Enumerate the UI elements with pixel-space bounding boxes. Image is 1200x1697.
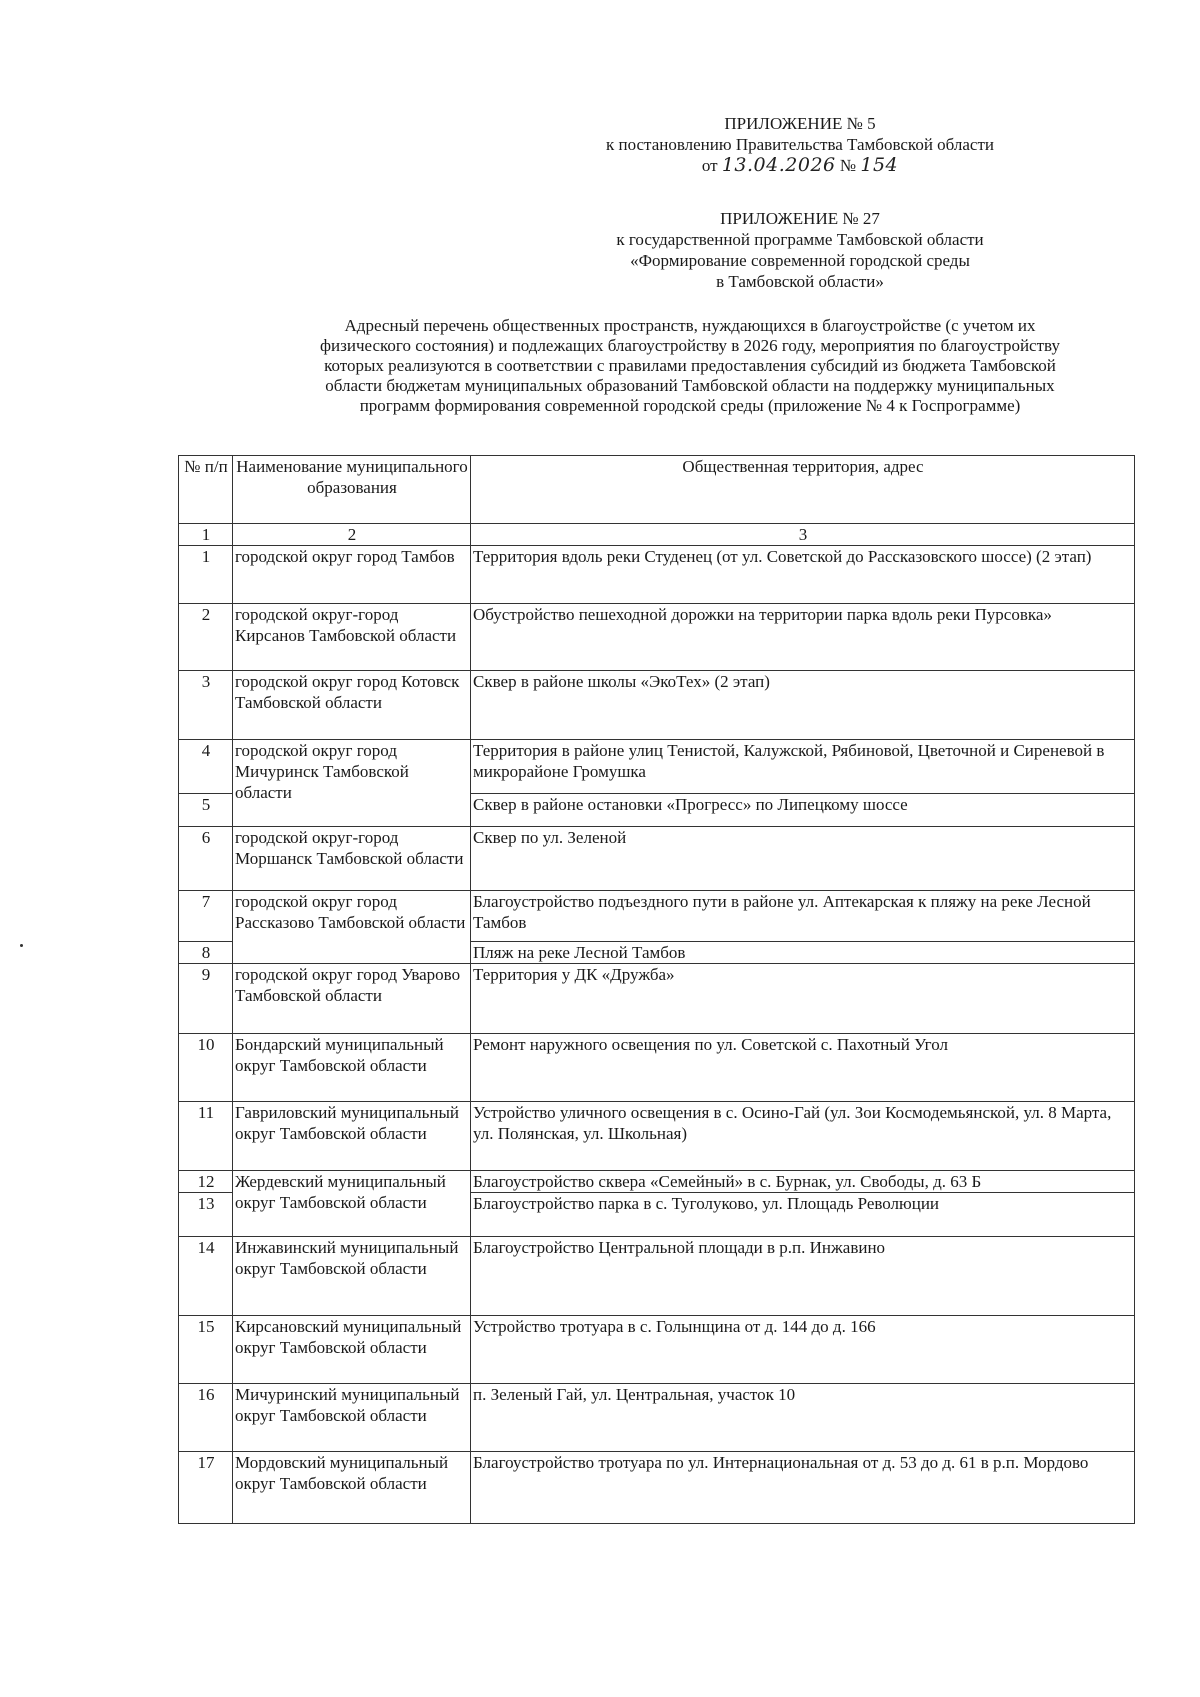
- row-municipality: Инжавинский муниципальный округ Тамбовской области: [233, 1237, 471, 1316]
- row-num: 15: [179, 1316, 233, 1384]
- row-municipality: Кирсановский муниципальный округ Тамбовской области: [233, 1316, 471, 1384]
- row-num: 12: [179, 1171, 233, 1193]
- row-address: Устройство тротуара в с. Голынщина от д. 144 до д. 166: [471, 1316, 1135, 1384]
- table-row: [179, 1237, 1135, 1316]
- row-num: 9: [179, 964, 233, 1034]
- table-row: [179, 1316, 1135, 1384]
- row-num: 10: [179, 1034, 233, 1102]
- row-num: 11: [179, 1102, 233, 1171]
- intro-paragraph: [240, 316, 1140, 416]
- table-row: [179, 1034, 1135, 1102]
- row-num: 14: [179, 1237, 233, 1316]
- scan-speck: [20, 944, 23, 947]
- intro-line: программ формирования современной городской среды (приложение № 4 к Госпрограмме): [359, 396, 1021, 415]
- table-index-row: [179, 524, 1135, 546]
- table-row: [179, 1452, 1135, 1524]
- row-municipality: Жердевский муниципальный округ Тамбовской области: [233, 1171, 471, 1237]
- table-row: [179, 964, 1135, 1034]
- row-num: 3: [179, 671, 233, 740]
- row-address: Ремонт наружного освещения по ул. Советской с. Пахотный Угол: [471, 1034, 1135, 1102]
- appendix-27-line3: «Формирование современной городской среды: [630, 251, 970, 270]
- handwritten-number: 154: [860, 154, 899, 176]
- row-municipality: городской округ-город Кирсанов Тамбовской области: [233, 604, 471, 671]
- address-list-table: [178, 455, 1135, 1524]
- table-row: [179, 1171, 1135, 1193]
- row-num: 8: [179, 942, 233, 964]
- index-cell: 2: [233, 524, 471, 546]
- row-municipality: городской округ-город Моршанск Тамбовской области: [233, 827, 471, 891]
- row-address: Сквер по ул. Зеленой: [471, 827, 1135, 891]
- row-municipality: городской округ город Мичуринск Тамбовской области: [233, 740, 471, 827]
- date-prefix: от: [701, 156, 718, 175]
- row-num: 4: [179, 740, 233, 794]
- row-address: Устройство уличного освещения в с. Осино-Гай (ул. Зои Космодемьянской, ул. 8 Марта, ул. Полянская, ул. Школьная): [471, 1102, 1135, 1171]
- row-address: Благоустройство сквера «Семейный» в с. Бурнак, ул. Свободы, д. 63 Б: [471, 1171, 1135, 1193]
- row-address: Территория у ДК «Дружба»: [471, 964, 1135, 1034]
- appendix-5-title: ПРИЛОЖЕНИЕ № 5: [724, 114, 876, 133]
- row-municipality: городской округ город Уварово Тамбовской области: [233, 964, 471, 1034]
- appendix-27-header: [560, 208, 1040, 292]
- table-row: [179, 1384, 1135, 1452]
- table-row: [179, 891, 1135, 942]
- appendix-5-subtitle: к постановлению Правительства Тамбовской области: [605, 135, 995, 154]
- row-num: 1: [179, 546, 233, 604]
- row-address: Благоустройство подъездного пути в районе ул. Аптекарская к пляжу на реке Лесной Тамбов: [471, 891, 1135, 942]
- appendix-5-header: [560, 113, 1040, 176]
- row-address: Территория вдоль реки Студенец (от ул. Советской до Рассказовского шоссе) (2 этап): [471, 546, 1135, 604]
- header-num: № п/п: [179, 456, 233, 524]
- intro-line: области бюджетам муниципальных образований Тамбовской области на поддержку муниципальных: [325, 376, 1055, 395]
- table-row: [179, 546, 1135, 604]
- intro-line: Адресный перечень общественных пространств, нуждающихся в благоустройстве (с учетом их: [344, 316, 1036, 335]
- row-address: п. Зеленый Гай, ул. Центральная, участок 10: [471, 1384, 1135, 1452]
- table-row: [179, 1102, 1135, 1171]
- intro-line: которых реализуются в соответствии с правилами предоставления субсидий из бюджета Тамбовской: [324, 356, 1056, 375]
- number-prefix: №: [839, 156, 857, 175]
- row-num: 7: [179, 891, 233, 942]
- row-num: 16: [179, 1384, 233, 1452]
- intro-line: физического состояния) и подлежащих благоустройству в 2026 году, мероприятия по благоустройству: [320, 336, 1060, 355]
- row-address: Территория в районе улиц Тенистой, Калужской, Рябиновой, Цветочной и Сиреневой в микрорайоне Громушка: [471, 740, 1135, 794]
- row-address: Сквер в районе остановки «Прогресс» по Липецкому шоссе: [471, 794, 1135, 827]
- row-num: 5: [179, 794, 233, 827]
- appendix-27-line4: в Тамбовской области»: [716, 272, 884, 291]
- row-municipality: Бондарский муниципальный округ Тамбовской области: [233, 1034, 471, 1102]
- table-row: [179, 740, 1135, 794]
- row-num: 13: [179, 1193, 233, 1237]
- index-cell: 1: [179, 524, 233, 546]
- row-municipality: городской округ город Котовск Тамбовской области: [233, 671, 471, 740]
- table-row: [179, 671, 1135, 740]
- row-address: Благоустройство парка в с. Туголуково, ул. Площадь Революции: [471, 1193, 1135, 1237]
- index-cell: 3: [471, 524, 1135, 546]
- row-num: 2: [179, 604, 233, 671]
- row-address: Обустройство пешеходной дорожки на территории парка вдоль реки Пурсовка»: [471, 604, 1135, 671]
- row-municipality: городской округ город Рассказово Тамбовской области: [233, 891, 471, 964]
- table-row: [179, 827, 1135, 891]
- row-address: Благоустройство тротуара по ул. Интернациональная от д. 53 до д. 61 в р.п. Мордово: [471, 1452, 1135, 1524]
- appendix-5-date-line: [560, 155, 1040, 176]
- appendix-27-line2: к государственной программе Тамбовской области: [616, 230, 984, 249]
- table-header-row: [179, 456, 1135, 524]
- row-num: 6: [179, 827, 233, 891]
- row-municipality: Мордовский муниципальный округ Тамбовской области: [233, 1452, 471, 1524]
- row-address: Благоустройство Центральной площади в р.п. Инжавино: [471, 1237, 1135, 1316]
- row-municipality: Гавриловский муниципальный округ Тамбовской области: [233, 1102, 471, 1171]
- row-num: 17: [179, 1452, 233, 1524]
- row-address: Пляж на реке Лесной Тамбов: [471, 942, 1135, 964]
- row-municipality: Мичуринский муниципальный округ Тамбовской области: [233, 1384, 471, 1452]
- handwritten-date: 13.04.2026: [721, 154, 836, 176]
- appendix-27-title: ПРИЛОЖЕНИЕ № 27: [720, 209, 880, 228]
- header-municipality: Наименование муниципального образования: [233, 456, 471, 524]
- header-address: Общественная территория, адрес: [471, 456, 1135, 524]
- row-address: Сквер в районе школы «ЭкоТех» (2 этап): [471, 671, 1135, 740]
- table-row: [179, 604, 1135, 671]
- row-municipality: городской округ город Тамбов: [233, 546, 471, 604]
